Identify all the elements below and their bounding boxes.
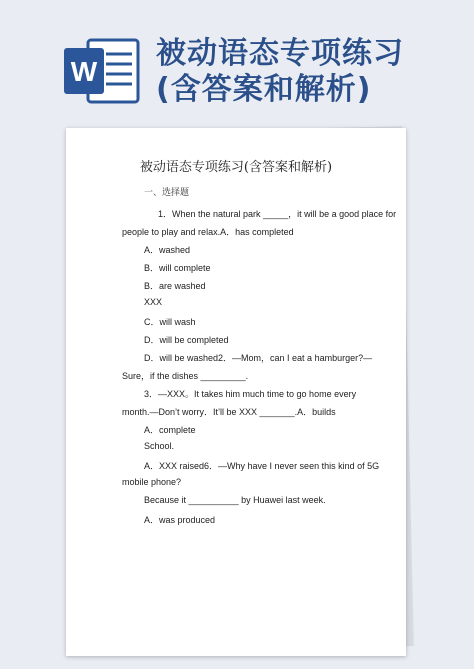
section-heading: 一、选择题 bbox=[144, 188, 190, 198]
option-line: A．was produced bbox=[144, 515, 216, 525]
option-line: A．complete bbox=[144, 425, 196, 435]
question-line: 1．When the natural park _____，it will be a good place for bbox=[158, 209, 397, 219]
question-line: Sure，if the dishes _________. bbox=[122, 371, 249, 381]
word-icon-letter: W bbox=[70, 56, 98, 87]
question-line: people to play and relax.A．has completed bbox=[122, 227, 294, 237]
banner-title-line2: (含答案和解析) bbox=[156, 72, 372, 107]
text-line: XXX bbox=[144, 297, 163, 307]
option-line: B．will complete bbox=[144, 263, 211, 273]
option-line: D．will be completed bbox=[144, 335, 229, 345]
option-line: C．will wash bbox=[144, 317, 196, 327]
question-line: mobile phone? bbox=[122, 477, 182, 487]
question-line: Because it __________ by Huawei last week. bbox=[144, 495, 326, 505]
option-line: D．will be washed2．—Mom，can I eat a hamburger?— bbox=[144, 353, 373, 363]
document-title: 被动语态专项练习(含答案和解析) bbox=[139, 160, 333, 175]
text-line: School. bbox=[144, 441, 175, 451]
option-line: B．are washed bbox=[144, 281, 206, 291]
question-line: month.—Don’t worry．It’ll be XXX _______.A．builds bbox=[122, 407, 336, 417]
option-line: A．XXX raised6．—Why have I never seen this kind of 5G bbox=[144, 461, 380, 471]
word-document-icon bbox=[62, 36, 142, 106]
question-line: 3．—XXX。It takes him much time to go home every bbox=[144, 389, 357, 399]
banner-title-line1: 被动语态专项练习 bbox=[156, 36, 404, 71]
document-page bbox=[66, 128, 406, 656]
option-line: A．washed bbox=[144, 245, 191, 255]
